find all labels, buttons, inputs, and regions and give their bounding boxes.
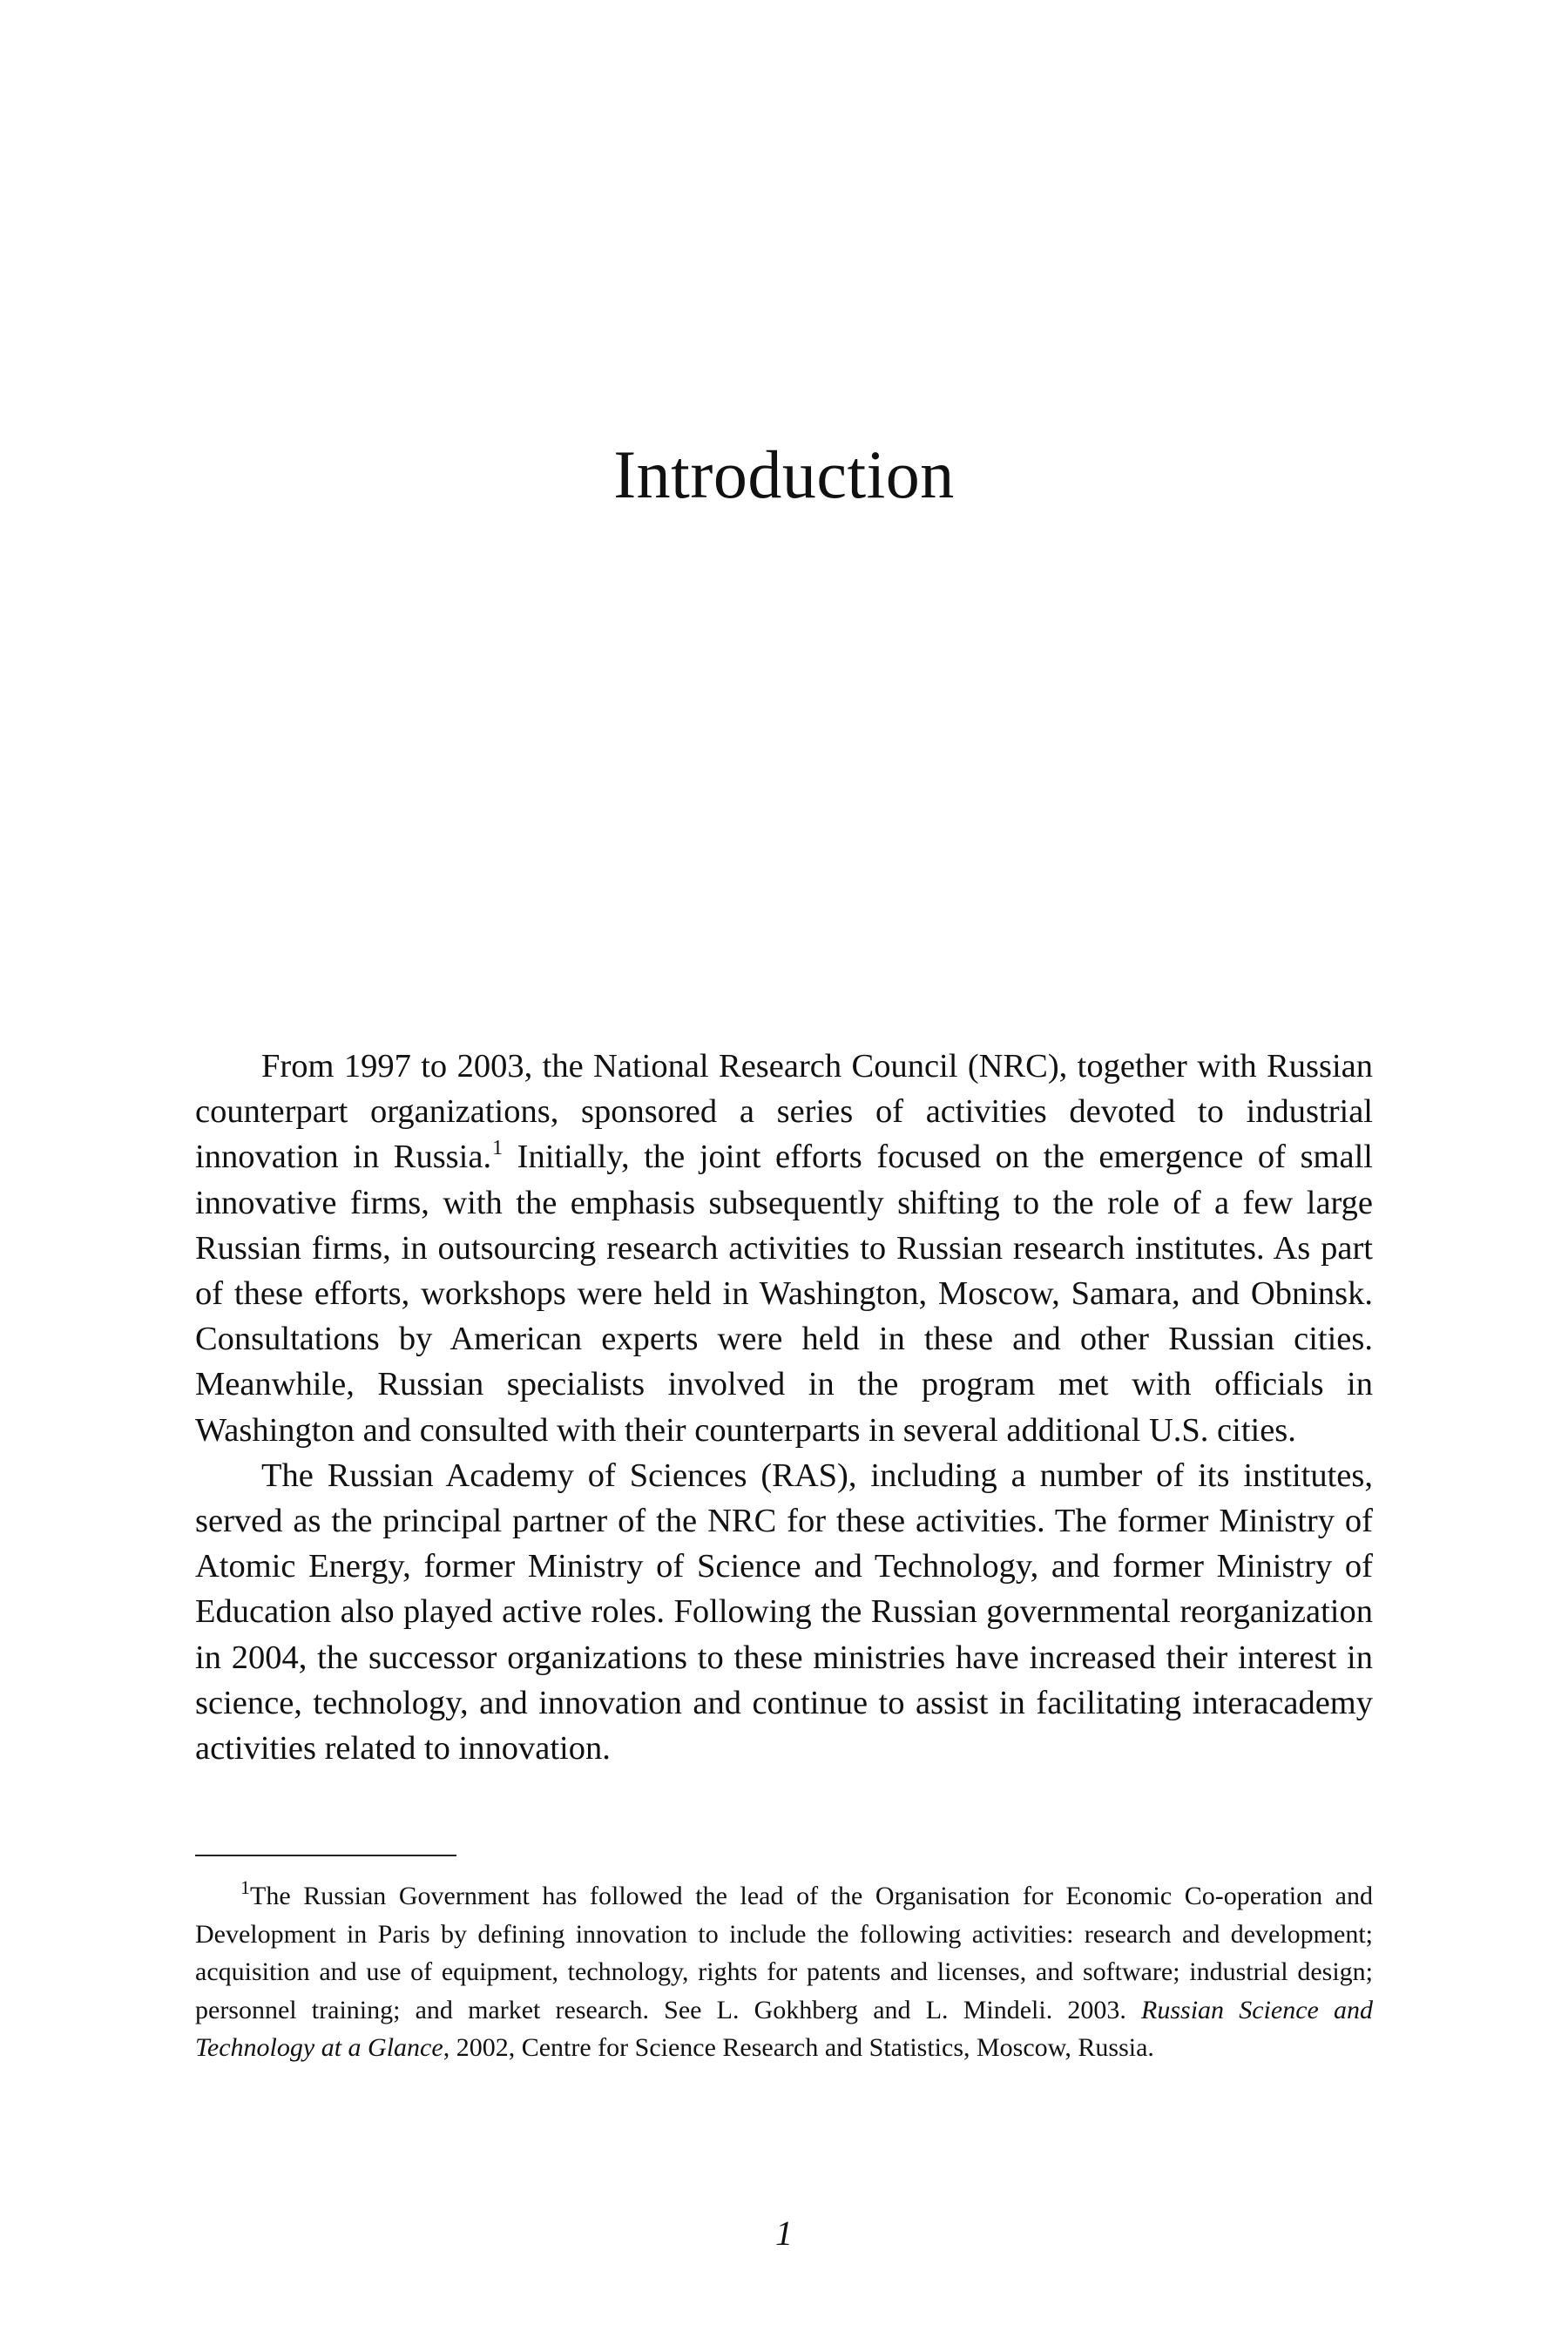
footnote-book-title: Russian Science and Technology at a Glance [195,1995,1373,2063]
paragraph-2: The Russian Academy of Sciences (RAS), including a number of its institutes, served as the principal partner of the NRC for these activities. The former Ministry of Atomic Energy, former Ministry of Science and Technology, and former Ministry of Education also played active roles. Following the Russian governmental reorganization in 2004, the successor organizations to these ministries have increased their interest in science, technology, and innovation and continue to assist in facilitating interacademy activities related to innovation. [195,1456,1373,1767]
page-title: Introduction [613,436,955,512]
footnote-reference[interactable]: 1 [492,1137,504,1160]
body-text [195,1044,1373,1771]
footnote-divider [195,1855,456,1856]
paragraph-1 [195,1044,1373,1453]
page-number: 1 [775,2213,793,2253]
footnote-text-end: , 2002, Centre for Science Research and Statistics, Moscow, Russia. [443,2033,1154,2063]
paragraph-1-text-end: Initially, the joint efforts focused on the emergence of small innovative firms, with the emphasis subsequently shifting to the role of a few large Russian firms, in outsourcing research activities to Russian research institutes. As part of these efforts, workshops were held in Washington, Moscow, Samara, and Obninsk. Consultations by American experts were held in these and other Russian cities. Meanwhile, Russian specialists involved in the program met with officials in Washington and consulted with their counterparts in several additional U.S. cities. [195,1139,1373,1449]
paragraph-1-text-start: From 1997 to 2003, the National Research Council (NRC), together with Russian counterpart organizations, sponsored a series of activities devoted to industrial innovation in Russia. [195,1048,1373,1176]
footnotes [195,1877,1373,2067]
footnote-mark: 1 [240,1876,250,1898]
footnote-text-start: The Russian Government has followed the lead of the Organisation for Economic Co-operation and Development in Paris by defining innovation to include the following activities: research and development; acquisition and use of equipment, technology, rights for patents and licenses, and software; industrial design; personnel training; and market research. See L. Gokhberg and L. Mindeli. 2003. [195,1882,1373,2024]
footnote-1 [195,1877,1373,2067]
